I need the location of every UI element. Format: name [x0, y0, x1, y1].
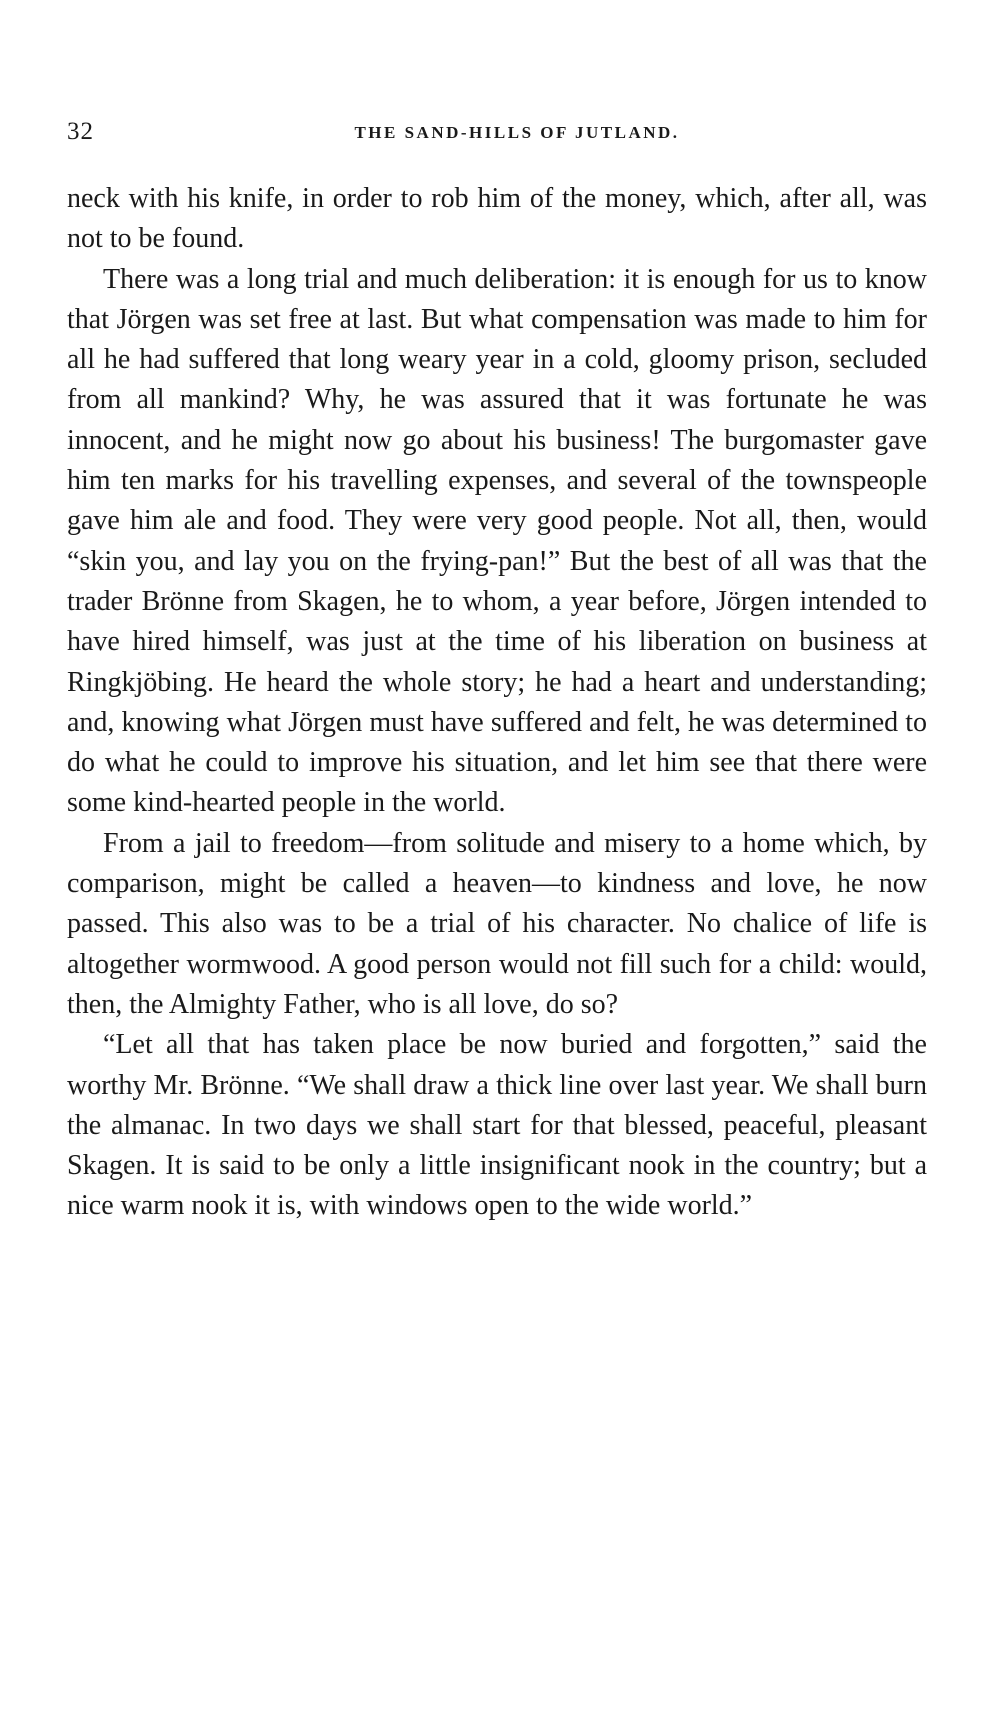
- paragraph-continuation: neck with his knife, in order to rob him of the money, which, after all, was not to be found.: [67, 183, 927, 255]
- paragraph-freedom: From a jail to freedom—from solitude and misery to a home which, by comparison, might be called a heaven—to kindness and love, he now passed. This also was to be a trial of his character. No chalice of life is altogether wormwood. A good person would not fill such for a child: would, then, the Almighty Father, who is all love, do so?: [67, 827, 927, 1020]
- paragraph-trial: There was a long trial and much deliberation: it is enough for us to know that Jörgen was set free at last. But what compensation was made to him for all he had suffered that long weary year in a cold, gloomy prison, secluded from all mankind? Why, he was assured that it was fortunate he was innocent, and he might now go about his business! The burgomaster gave him ten marks for his travelling expenses, and several of the townspeople gave him ale and food. They were very good people. Not all, then, would “skin you, and lay you on the frying-pan!” But the best of all was that the trader Brönne from Skagen, he to whom, a year before, Jörgen intended to have hired himself, was just at the time of his liberation on business at Ringkjöbing. He heard the whole story; he had a heart and understanding; and, knowing what Jörgen must have suffered and felt, he was determined to do what he could to improve his situation, and let him see that there were some kind-hearted people in the world.: [67, 263, 927, 819]
- page-number: 32: [67, 118, 94, 145]
- running-title: THE SAND-HILLS OF JUTLAND.: [354, 123, 680, 142]
- body-text: [67, 179, 927, 1227]
- paragraph-bronne-speech: “Let all that has taken place be now buried and forgotten,” said the worthy Mr. Brönne. “We shall draw a thick line over last year. We shall burn the almanac. In two days we shall start for that blessed, peaceful, pleasant Skagen. It is said to be only a little insignificant nook in the country; but a nice warm nook it is, with windows open to the wide world.”: [67, 1029, 927, 1222]
- running-head: [67, 118, 927, 148]
